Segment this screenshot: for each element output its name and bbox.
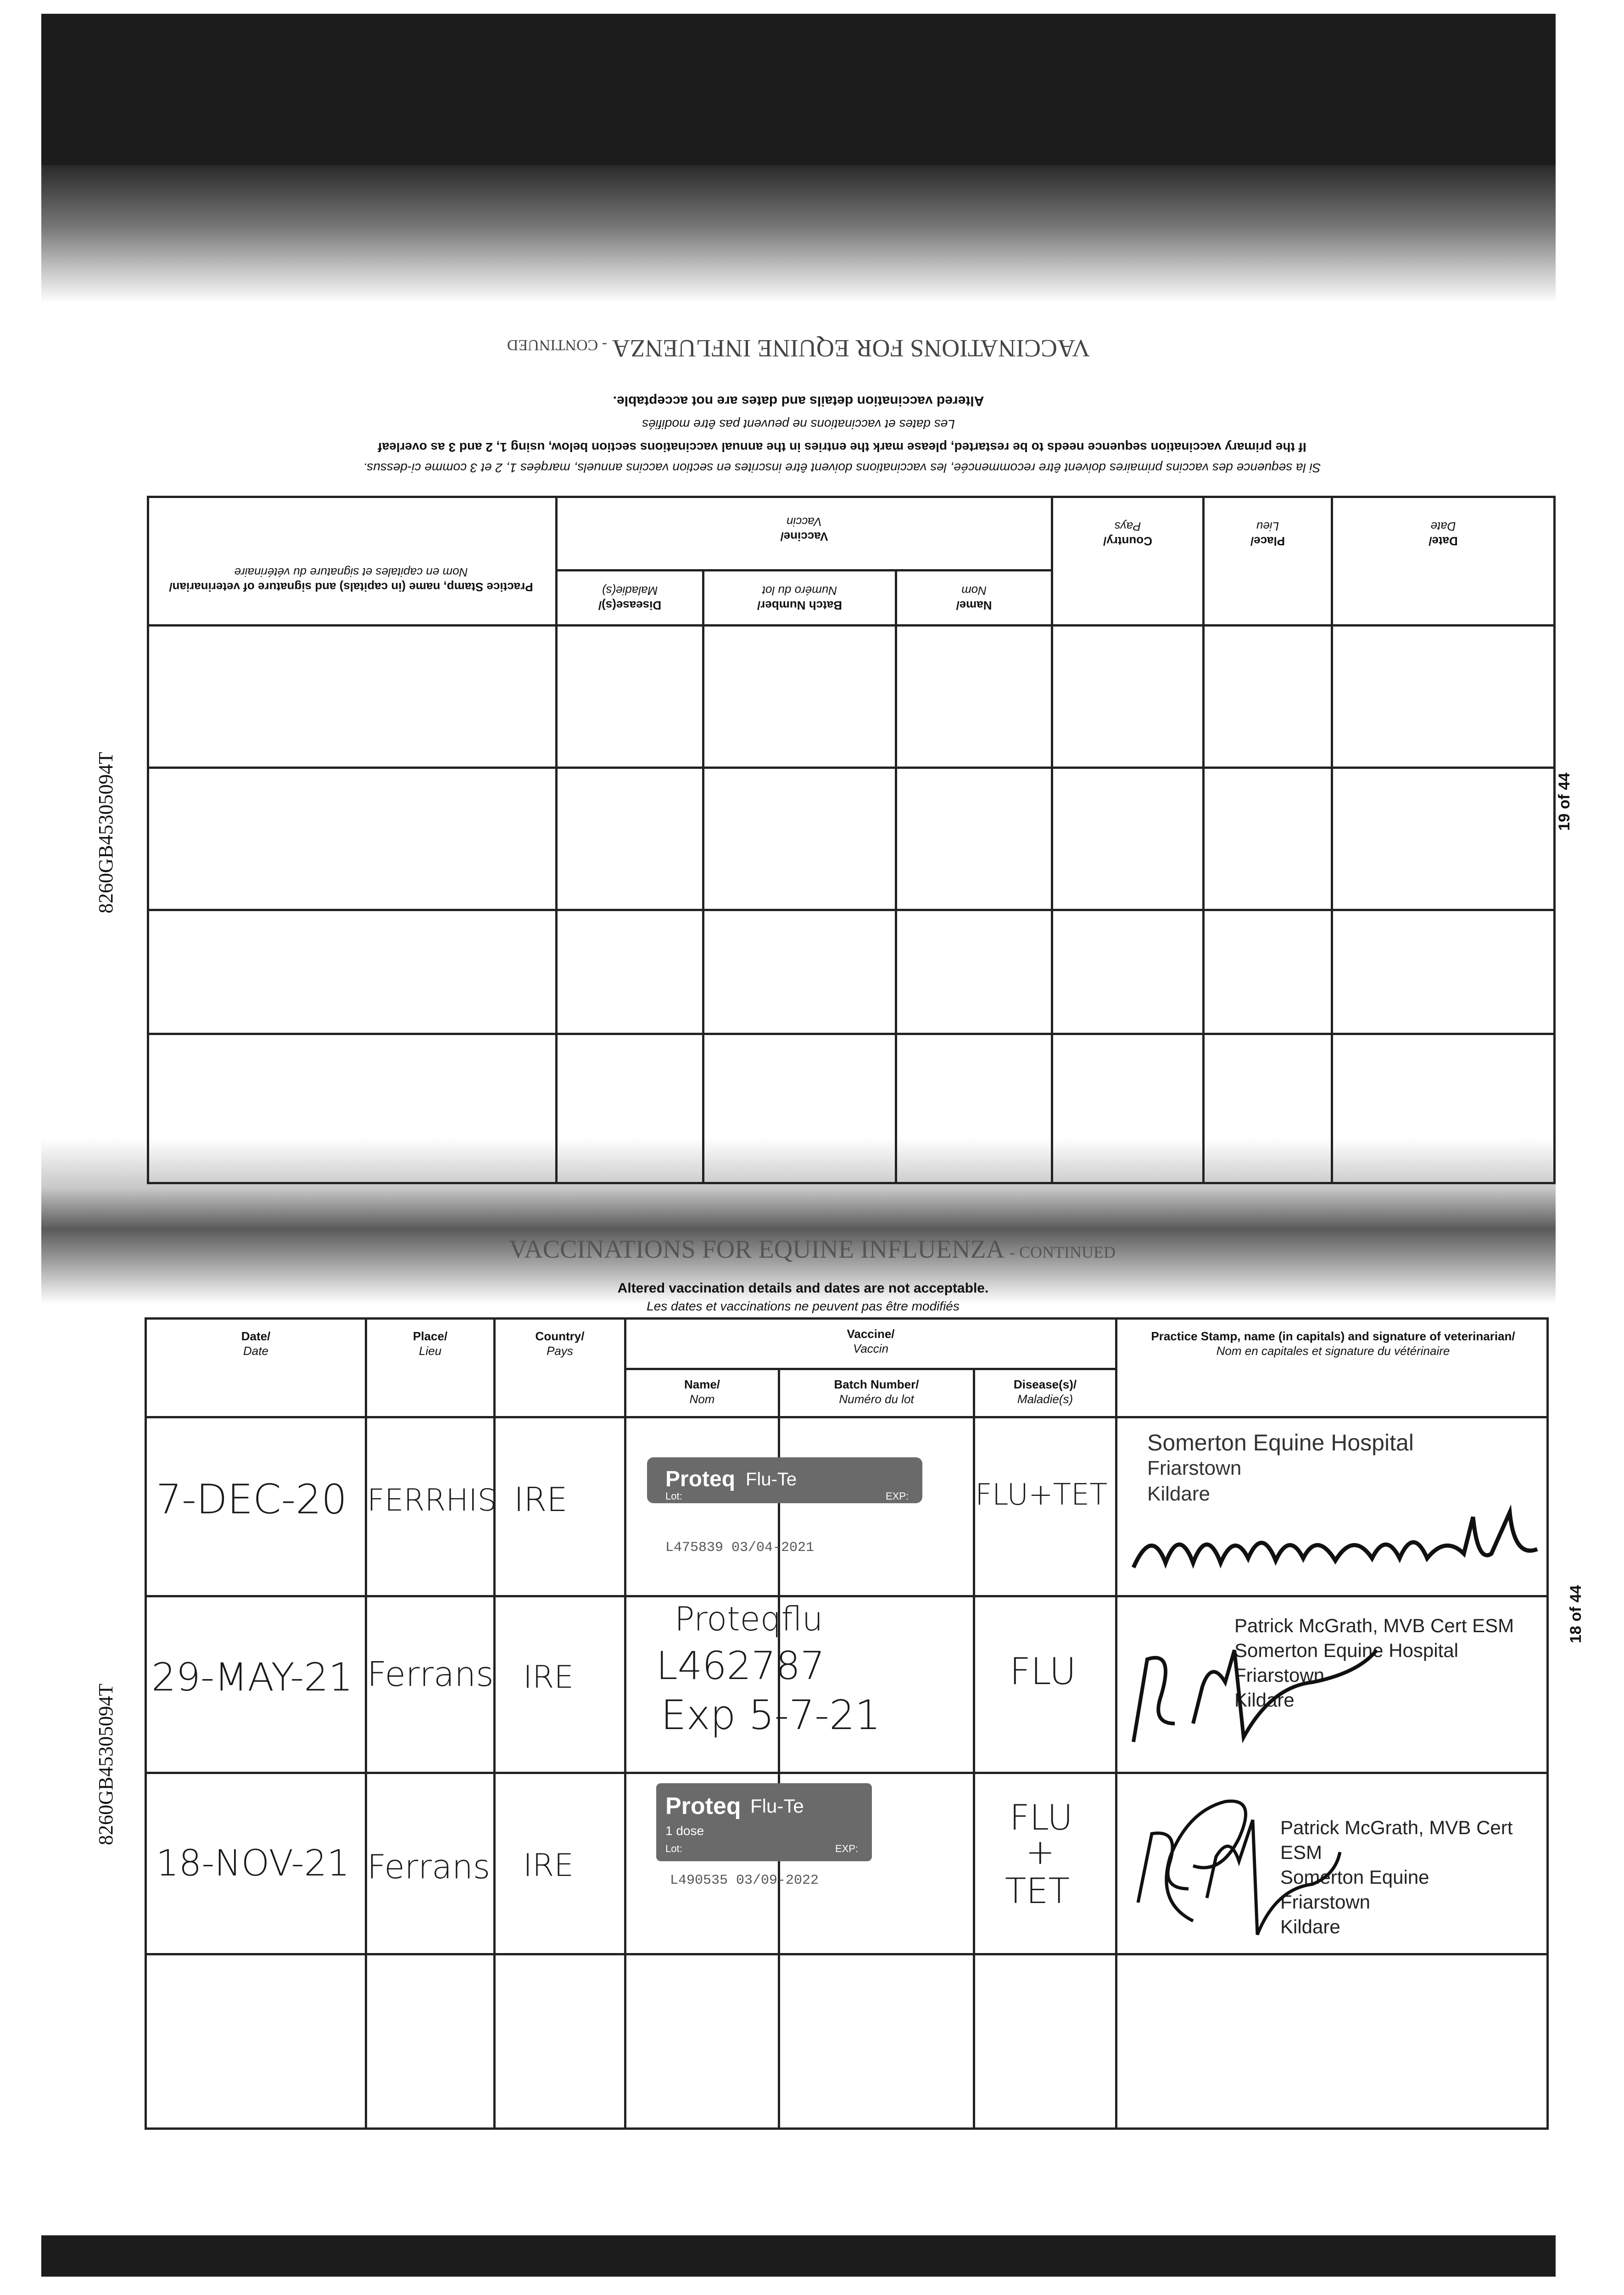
row2-place: Ferrans bbox=[367, 1655, 494, 1694]
upper-notice-fr: Les dates et vaccinations ne peuvent pas être modifiés bbox=[642, 417, 955, 431]
row3-signature bbox=[1120, 1783, 1349, 1948]
upper-instruction-en: If the primary vaccination sequence needs to be restarted, please mark the entries in the annual vaccinations section below, using 1, 2 and 3 as overleaf bbox=[378, 440, 1306, 454]
upper-col-vaccine: Vaccine/ Vaccin bbox=[780, 515, 828, 543]
lower-page-label: 18 of 44 bbox=[1567, 1585, 1585, 1643]
col-vaccine: Vaccine/ Vaccin bbox=[847, 1327, 895, 1355]
col-country: Country/ Pays bbox=[535, 1329, 585, 1358]
col-place: Place/ Lieu bbox=[413, 1329, 448, 1358]
col-name: Name/ Nom bbox=[684, 1377, 720, 1406]
row2-vaccine-exp: Exp 5-7-21 bbox=[661, 1691, 881, 1739]
row2-signature bbox=[1120, 1632, 1404, 1760]
scan-bottom-bar bbox=[41, 2235, 1556, 2277]
upper-col-disease: Disease(s)/ Maladie(s) bbox=[598, 584, 662, 612]
lower-notice-en: Altered vaccination details and dates are not acceptable. bbox=[617, 1281, 989, 1296]
col-stamp: Practice Stamp, name (in capitals) and signature of veterinarian/ Nom en capitales et signature du vétérinaire bbox=[1151, 1329, 1515, 1358]
row3-disease-1: FLU bbox=[1010, 1797, 1073, 1838]
row3-disease-3: TET bbox=[1005, 1870, 1070, 1911]
row3-sticker-lot: L490535 03/09-2022 bbox=[670, 1873, 819, 1888]
upper-vaccination-table bbox=[147, 496, 1556, 1184]
lower-notice-fr: Les dates et vaccinations ne peuvent pas être modifiés bbox=[647, 1299, 960, 1313]
row3-vaccine-sticker: Proteq Flu-Te 1 dose Lot: EXP: bbox=[656, 1783, 872, 1861]
row1-sticker-lot: L475839 03/04-2021 bbox=[665, 1540, 815, 1556]
row3-stamp: Patrick McGrath, MVB Cert ESM Somerton Equine Friarstown Kildare bbox=[1280, 1817, 1513, 1937]
row1-place: FERRHIS bbox=[367, 1483, 497, 1518]
row1-vaccine-sticker: Proteq Flu-Te Lot: EXP: bbox=[647, 1457, 922, 1503]
row2-country: IRE bbox=[523, 1659, 574, 1696]
col-batch: Batch Number/ Numéro du lot bbox=[834, 1377, 919, 1406]
upper-col-country: Country/ Pays bbox=[1103, 520, 1152, 548]
upper-col-stamp: Practice Stamp, name (in capitals) and signature of veterinarian/ Nom en capitales et signature du vétérinaire bbox=[169, 565, 533, 594]
row2-vaccine-batch: L462787 bbox=[656, 1643, 825, 1688]
row2-stamp: Patrick McGrath, MVB Cert ESM Somerton Equine Hospital Friarstown Kildare bbox=[1234, 1615, 1514, 1711]
row1-stamp: Somerton Equine Hospital Friarstown Kildare bbox=[1147, 1430, 1414, 1505]
upper-page-label: 19 of 44 bbox=[1556, 772, 1573, 831]
lower-title: VACCINATIONS FOR EQUINE INFLUENZA - CONTINUED bbox=[509, 1235, 1116, 1264]
upper-notice-en: Altered vaccination details and dates are not acceptable. bbox=[613, 393, 984, 409]
row1-signature bbox=[1124, 1499, 1546, 1586]
upper-page bbox=[138, 303, 1556, 1184]
row3-country: IRE bbox=[523, 1847, 574, 1884]
row1-disease: FLU+TET bbox=[975, 1478, 1108, 1512]
lower-vaccination-table bbox=[145, 1317, 1549, 2130]
upper-instruction-fr: Si la sequence des vaccins primaires doivent être recommencée, les vaccinations doivent être inscrites en section vaccins annuels, marqées 1, 2 et 3 comme ci-dessus. bbox=[363, 461, 1321, 475]
col-date: Date/ Date bbox=[241, 1329, 271, 1358]
col-disease: Disease(s)/ Maladie(s) bbox=[1013, 1377, 1077, 1406]
scan-top-gradient bbox=[41, 165, 1556, 303]
upper-col-batch: Batch Number/ Numéro du lot bbox=[757, 584, 842, 612]
upper-title: VACCINATIONS FOR EQUINE INFLUENZA - CONTINUED bbox=[507, 335, 1090, 362]
row2-date: 29-MAY-21 bbox=[151, 1655, 353, 1700]
row3-date: 18-NOV-21 bbox=[156, 1843, 350, 1884]
row2-vaccine-name: Proteqflu bbox=[675, 1600, 823, 1638]
row1-date: 7-DEC-20 bbox=[156, 1476, 347, 1523]
upper-col-name: Name/ Nom bbox=[956, 584, 992, 612]
row1-country: IRE bbox=[514, 1480, 568, 1519]
upper-passport-id: 8260GB45305094T bbox=[95, 752, 117, 913]
row3-place: Ferrans bbox=[367, 1847, 491, 1886]
lower-passport-id: 8260GB45305094T bbox=[95, 1684, 117, 1845]
scan-top-bar bbox=[41, 14, 1556, 165]
row2-disease: FLU bbox=[1010, 1650, 1077, 1693]
row3-disease-2: + bbox=[1026, 1831, 1055, 1872]
upper-col-date: Date/ Date bbox=[1429, 520, 1458, 548]
upper-col-place: Place/ Lieu bbox=[1250, 520, 1285, 548]
